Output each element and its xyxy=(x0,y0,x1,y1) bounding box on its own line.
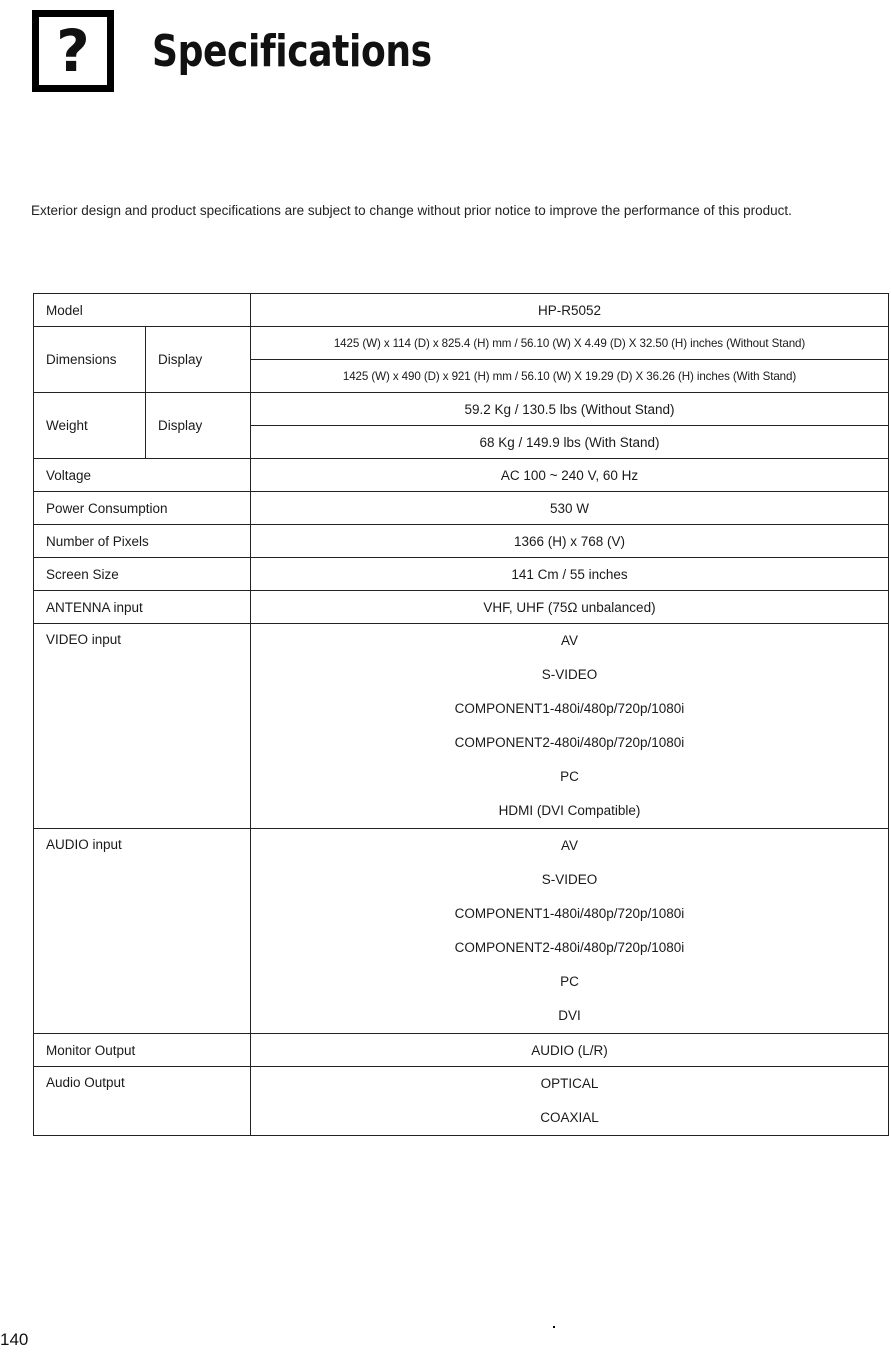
video-label: VIDEO input xyxy=(34,624,251,829)
table-row-voltage xyxy=(34,459,889,492)
table-row-power xyxy=(34,492,889,525)
weight-without-stand: 59.2 Kg / 130.5 lbs (Without Stand) xyxy=(251,393,889,426)
table-row-pixels xyxy=(34,525,889,558)
table-row-audio-input xyxy=(34,829,889,1034)
table-row-monitor-output xyxy=(34,1034,889,1067)
model-label: Model xyxy=(34,294,251,327)
audio-input-value: PC xyxy=(560,974,579,989)
pixels-value: 1366 (H) x 768 (V) xyxy=(251,525,889,558)
question-mark-icon: ? xyxy=(32,10,114,92)
weight-label: Weight xyxy=(34,393,146,459)
table-row-screen xyxy=(34,558,889,591)
antenna-value: VHF, UHF (75Ω unbalanced) xyxy=(251,591,889,624)
weight-with-stand: 68 Kg / 149.9 lbs (With Stand) xyxy=(251,426,889,459)
table-row-antenna xyxy=(34,591,889,624)
power-value: 530 W xyxy=(251,492,889,525)
dimensions-sub-label: Display xyxy=(146,327,251,393)
table-row-model xyxy=(34,294,889,327)
pixels-label: Number of Pixels xyxy=(34,525,251,558)
table-row-dimensions xyxy=(34,327,889,360)
audio-output-label: Audio Output xyxy=(34,1067,251,1136)
video-value: COMPONENT2-480i/480p/720p/1080i xyxy=(454,735,685,750)
audio-input-value: DVI xyxy=(558,1008,581,1023)
dimensions-label: Dimensions xyxy=(34,327,146,393)
audio-output-values xyxy=(251,1067,889,1136)
screen-value: 141 Cm / 55 inches xyxy=(251,558,889,591)
audio-input-value: COMPONENT1-480i/480p/720p/1080i xyxy=(454,906,685,921)
model-value: HP-R5052 xyxy=(251,294,889,327)
table-row-audio-output xyxy=(34,1067,889,1136)
voltage-value: AC 100 ~ 240 V, 60 Hz xyxy=(251,459,889,492)
video-value: PC xyxy=(560,769,579,784)
monitor-output-value: AUDIO (L/R) xyxy=(251,1034,889,1067)
screen-label: Screen Size xyxy=(34,558,251,591)
video-values xyxy=(251,624,889,829)
audio-input-values xyxy=(251,829,889,1034)
voltage-label: Voltage xyxy=(34,459,251,492)
audio-input-label: AUDIO input xyxy=(34,829,251,1034)
monitor-output-label: Monitor Output xyxy=(34,1034,251,1067)
dimensions-without-stand: 1425 (W) x 114 (D) x 825.4 (H) mm / 56.10 (W) X 4.49 (D) X 32.50 (H) inches (Without Stand) xyxy=(251,327,889,360)
audio-input-value: S-VIDEO xyxy=(541,872,598,887)
video-value: S-VIDEO xyxy=(541,667,598,682)
table-row-video xyxy=(34,624,889,829)
weight-sub-label: Display xyxy=(146,393,251,459)
page-number: 140 xyxy=(0,1330,29,1349)
page-title: Specifications xyxy=(152,26,432,77)
table-row-weight xyxy=(34,393,889,426)
video-value: AV xyxy=(560,633,578,648)
audio-output-value: OPTICAL xyxy=(540,1076,599,1091)
dimensions-with-stand: 1425 (W) x 490 (D) x 921 (H) mm / 56.10 (W) X 19.29 (D) X 36.26 (H) inches (With Stand) xyxy=(251,360,889,393)
audio-input-value: AV xyxy=(560,838,578,853)
intro-text: Exterior design and product specifications are subject to change without prior notice to improve the performance of this product. xyxy=(31,202,792,218)
audio-input-value: COMPONENT2-480i/480p/720p/1080i xyxy=(454,940,685,955)
video-value: HDMI (DVI Compatible) xyxy=(498,803,641,818)
power-label: Power Consumption xyxy=(34,492,251,525)
specifications-table xyxy=(33,293,889,1136)
antenna-label: ANTENNA input xyxy=(34,591,251,624)
audio-output-value: COAXIAL xyxy=(540,1110,599,1125)
print-speck xyxy=(553,1326,555,1328)
video-value: COMPONENT1-480i/480p/720p/1080i xyxy=(454,701,685,716)
